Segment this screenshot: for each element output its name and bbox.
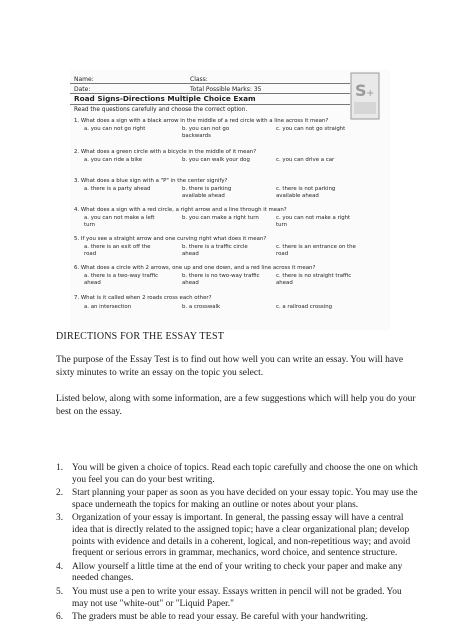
marks-label: Total Possible Marks: 35 [190, 86, 262, 93]
q6-option-b: b. there is no two-way traffic ahead [182, 273, 260, 286]
question-1: 1. What does a sign with a black arrow in the middle of a red circle with a line across it mean? [74, 118, 329, 124]
list-item: 6. The graders must be able to read your essay. Be careful with your handwriting. [56, 612, 368, 623]
question-7: 7. What is it called when 2 roads cross each other? [74, 295, 212, 301]
question-2: 2. What does a green circle with a bicycle in the middle of it mean? [74, 149, 257, 155]
q5-option-c: c. there is an entrance on the road [276, 244, 356, 257]
q6-option-a: a. there is a two-way traffic ahead [84, 273, 159, 286]
svg-text:+: + [366, 88, 375, 99]
directions-list [56, 463, 420, 626]
q4-option-c: c. you can not make a right turn [276, 215, 351, 228]
name-label: Name: [74, 76, 94, 83]
worksheet-scan [70, 70, 390, 330]
q4-option-a: a. you can not make a left turn [84, 215, 155, 228]
q4-option-b: b. you can make a right turn [182, 215, 259, 221]
question-3: 3. What does a blue sign with a "P" in the center signify? [74, 178, 228, 184]
q1-option-a: a. you can not go right [84, 126, 146, 132]
exam-title: Road Signs-Directions Multiple Choice Exam [74, 94, 256, 103]
question-4: 4. What does a sign with a red circle, a right arrow and a line through it mean? [74, 207, 287, 213]
list-item: 1. You will be given a choice of topics. Read each topic carefully and choose the one on which you feel you can do your best writing. [56, 463, 418, 485]
q7-option-a: a. an intersection [84, 304, 132, 310]
q7-option-b: b. a crosswalk [182, 304, 221, 310]
class-label: Class: [190, 76, 208, 83]
list-item: 5. You must use a pen to write your essay. Essays written in pencil will not be graded. You may not use "white-out" or "Liquid Paper." [56, 586, 402, 609]
q2-option-b: b. you can walk your dog [182, 157, 250, 163]
school-logo [350, 72, 380, 120]
q5-option-b: b. there is a traffic circle ahead [182, 244, 248, 257]
q1-option-b: b. you can not go backwards [182, 126, 230, 139]
exam-instructions: Read the questions carefully and choose the correct option. [74, 107, 248, 113]
school-logo-icon [350, 72, 380, 120]
q2-option-a: a. you can ride a bike [84, 157, 143, 163]
list-item: 4. Allow yourself a little time at the end of your writing to check your paper and make any needed changes. [56, 561, 403, 584]
directions-heading: DIRECTIONS FOR THE ESSAY TEST [56, 331, 225, 342]
suggestions-paragraph: Listed below, along with some information, are a few suggestions which will help you do your best on the essay. [56, 394, 416, 417]
q3-option-c: c. there is not parking available ahead [276, 186, 336, 199]
question-5: 5. If you see a straight arrow and one curving right what does it mean? [74, 236, 267, 242]
date-label: Date: [74, 86, 91, 93]
list-item: 3. Organization of your essay is important. In general, the passing essay will have a central idea that is directly related to the assigned topic; have a clear organizational plan; develop points with evidence and details in a coherent, logical, and non-repetitious way; and avoid frequent or serious errors in grammar, mechanics, word choice, and sentence structure. [56, 513, 411, 559]
q1-option-c: c. you can not go straight [276, 126, 346, 132]
question-6: 6. What does a circle with 2 arrows, one up and one down, and a red line across it mean? [74, 265, 316, 271]
intro-paragraph: The purpose of the Essay Test is to find out how well you can write an essay. You will have sixty minutes to write an essay on the topic you select. [56, 355, 404, 378]
svg-text:S: S [355, 81, 367, 100]
title-rule [70, 104, 350, 105]
q2-option-c: c. you can drive a car [276, 157, 335, 163]
list-item: 2. Start planning your paper as soon as you have decided on your essay topic. You may use the space underneath the topics for making an outline or notes about your plans. [56, 488, 418, 510]
header-rule [70, 83, 350, 84]
q3-option-b: b. there is parking available ahead [182, 186, 232, 199]
q5-option-a: a. there is an exit off the road [84, 244, 151, 257]
q6-option-c: c. there is no straight traffic ahead [276, 273, 352, 286]
q7-option-c: c. a railroad crossing [276, 304, 333, 310]
q3-option-a: a. there is a party ahead [84, 186, 151, 192]
